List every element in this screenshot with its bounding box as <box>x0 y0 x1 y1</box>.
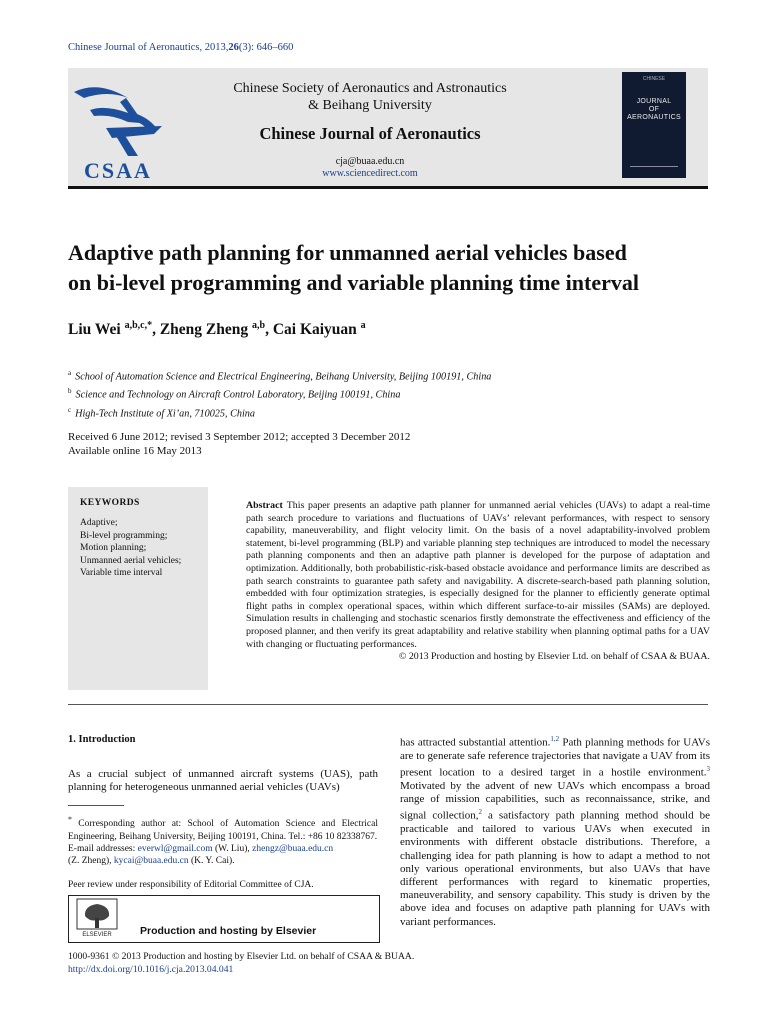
issn-line: 1000-9361 © 2013 Production and hosting by Elsevier Ltd. on behalf of CSAA & BUAA. <box>68 951 415 962</box>
author-name: Cai Kaiyuan <box>272 321 357 339</box>
section-heading-introduction: 1. Introduction <box>68 734 136 745</box>
author-name: Liu Wei <box>68 321 121 339</box>
reference-link[interactable]: 3 <box>706 765 710 774</box>
abstract-label: Abstract <box>246 500 283 511</box>
intro-column-2-text: has attracted substantial attention.$^{1,2}$ Path planning methods for UAVs are to generate safe reference trajectories that navigate a UAV from its present location to a desired target in a hostile environment.$^3$ Motivated by the advent of new UAVs which encompass a broad range of mission capabilities, such as reconnaissance, strike, and signal collection,$^2$ a satisfactory path planning method should be practicable and tailored to various UAVs when executed in environments with different obstacle distributions. Therefore, a challenging idea for path planning is how to adapt a method to not only various operational environments, but also UAVs that have different performances with regard to kinematic properties, maneuverability, and sensory capability. This study is driven by the above idea and focuses on adaptive path planning for UAVs with variant performances. <box>400 735 710 928</box>
affiliation-list <box>68 366 491 421</box>
header-rule <box>68 186 708 189</box>
title-line-2: on bi-level programming and variable planning time interval <box>68 270 640 295</box>
journal-name: Chinese Journal of Aeronautics <box>259 124 481 143</box>
journal-website-link[interactable]: www.sciencedirect.com <box>322 168 418 179</box>
received-date: Received 6 June 2012; revised 3 September 2012; accepted 3 December 2012 <box>68 431 411 443</box>
abstract <box>246 500 710 664</box>
keywords-heading: KEYWORDS <box>80 498 140 508</box>
csaa-logo <box>68 72 168 184</box>
author-affiliation-mark: a,b <box>252 320 266 331</box>
footnote-rule <box>68 805 124 806</box>
cover-title-2: OF <box>648 106 660 113</box>
author-affiliation-mark: a,b,c,* <box>124 320 153 331</box>
abstract-text: This paper presents an adaptive path planner for unmanned aerial vehicles (UAVs) to adapt a real-time path search procedure to variations and fluctuations of UAVs’ relevant performances, with respect to sensory capability, maneuverability, and flight velocity limit. On the basis of a novel adaptability-involved problem statement, bi-level programming (BLP) and variable planning step techniques are introduced to model the necessary path planning components and then an adaptive path planner is developed for the purpose of adaptation and optimization. Additionally, both probabilistic-risk-based obstacle avoidance and performance limits are described as path search constraints to guarantee path safety and navigability. A discrete-search-based path planning solution, embedded with four optimization strategies, is especially designed for the planner to efficiently generate optimal flight paths in complex operational spaces, within which different surface-to-air missiles (SAMs) are deployed. Simulation results in challenging and stochastic scenarios firstly demonstrate the effectiveness and efficiency of the proposed planner, and then verify its great adaptability and relative stability when planning optimal paths for a UAV with changing or fluctuating performances. <box>246 500 710 650</box>
affiliation-item: $^c$ High-Tech Institute of Xi’an, 710025, China <box>68 405 255 420</box>
author-name: Zheng Zheng <box>159 321 249 339</box>
affiliation-item: $^a$ School of Automation Science and Electrical Engineering, Beihang University, Beijing 100191, China <box>68 369 492 383</box>
email-link[interactable]: kycai@buaa.edu.cn <box>113 856 189 867</box>
journal-email[interactable]: cja@buaa.edu.cn <box>335 156 405 167</box>
elsevier-tree-logo-icon <box>76 898 118 938</box>
reference-link[interactable]: 1,2 <box>550 735 560 743</box>
intro-column-1-text: As a crucial subject of unmanned aircraft systems (UAS), path planning for heterogeneous unmanned aerial vehicles (UAVs) <box>68 768 378 794</box>
keyword-item: Adaptive; <box>80 518 118 528</box>
cover-top-label: CHINESE <box>642 76 666 82</box>
journal-header-text <box>200 80 540 180</box>
email-link[interactable]: zhengz@buaa.edu.cn <box>252 843 334 854</box>
keyword-item: Bi-level programming; <box>80 530 168 541</box>
journal-cover-thumbnail <box>622 72 686 178</box>
cover-title-3: AERONAUTICS <box>627 114 681 121</box>
society-line-1: Chinese Society of Aeronautics and Astronautics <box>233 81 507 96</box>
keyword-item: Unmanned aerial vehicles; <box>80 555 182 566</box>
affiliation-item: $^b$ Science and Technology on Aircraft Control Laboratory, Beijing 100191, China <box>68 387 401 401</box>
elsevier-label: ELSEVIER <box>82 932 112 938</box>
keyword-item: Variable time interval <box>80 568 163 579</box>
logo-text: CSAA <box>84 158 152 183</box>
author-affiliation-mark: a <box>360 320 366 331</box>
journal-citation: Chinese Journal of Aeronautics, 2013,26(3): 646–660 <box>68 42 294 53</box>
author-list: Liu Wei $^{a,b,c,*}$, Zheng Zheng $^{a,b}$, Cai Kaiyuan $^a$ <box>68 320 366 339</box>
cover-title-1: JOURNAL <box>636 98 672 105</box>
keyword-item: Motion planning; <box>80 543 147 554</box>
airplane-emblem-icon <box>74 87 162 156</box>
keywords-list <box>80 517 181 580</box>
elsevier-hosting-text: Production and hosting by Elsevier <box>140 925 317 937</box>
abstract-copyright: © 2013 Production and hosting by Elsevier Ltd. on behalf of CSAA & BUAA. <box>398 651 710 663</box>
peer-review-note: Peer review under responsibility of Editorial Committee of CJA. <box>68 880 314 890</box>
society-line-2: & Beihang University <box>308 98 432 113</box>
reference-link[interactable]: 2 <box>478 808 482 817</box>
corresponding-author-footnote: * Corresponding author at: School of Automation Science and Electrical Engineering, Beihang University, Beijing 100191, China. Tel.: +86 10 82338767. E-mail addresses: everwl@gmail.com (W. Liu), zhengz@buaa.edu.cn (Z. Zheng), kycai@buaa.edu.cn (K. Y. Cai). <box>68 815 378 867</box>
page-bottom-info <box>68 950 414 976</box>
cover-divider <box>630 166 678 167</box>
doi-link[interactable]: http://dx.doi.org/10.1016/j.cja.2013.04.041 <box>68 964 234 975</box>
section-divider <box>68 704 708 705</box>
article-title <box>68 238 718 298</box>
email-link[interactable]: everwl@gmail.com <box>137 843 213 854</box>
online-date: Available online 16 May 2013 <box>68 445 202 457</box>
title-line-1: Adaptive path planning for unmanned aerial vehicles based <box>68 240 627 265</box>
article-dates <box>68 430 410 458</box>
